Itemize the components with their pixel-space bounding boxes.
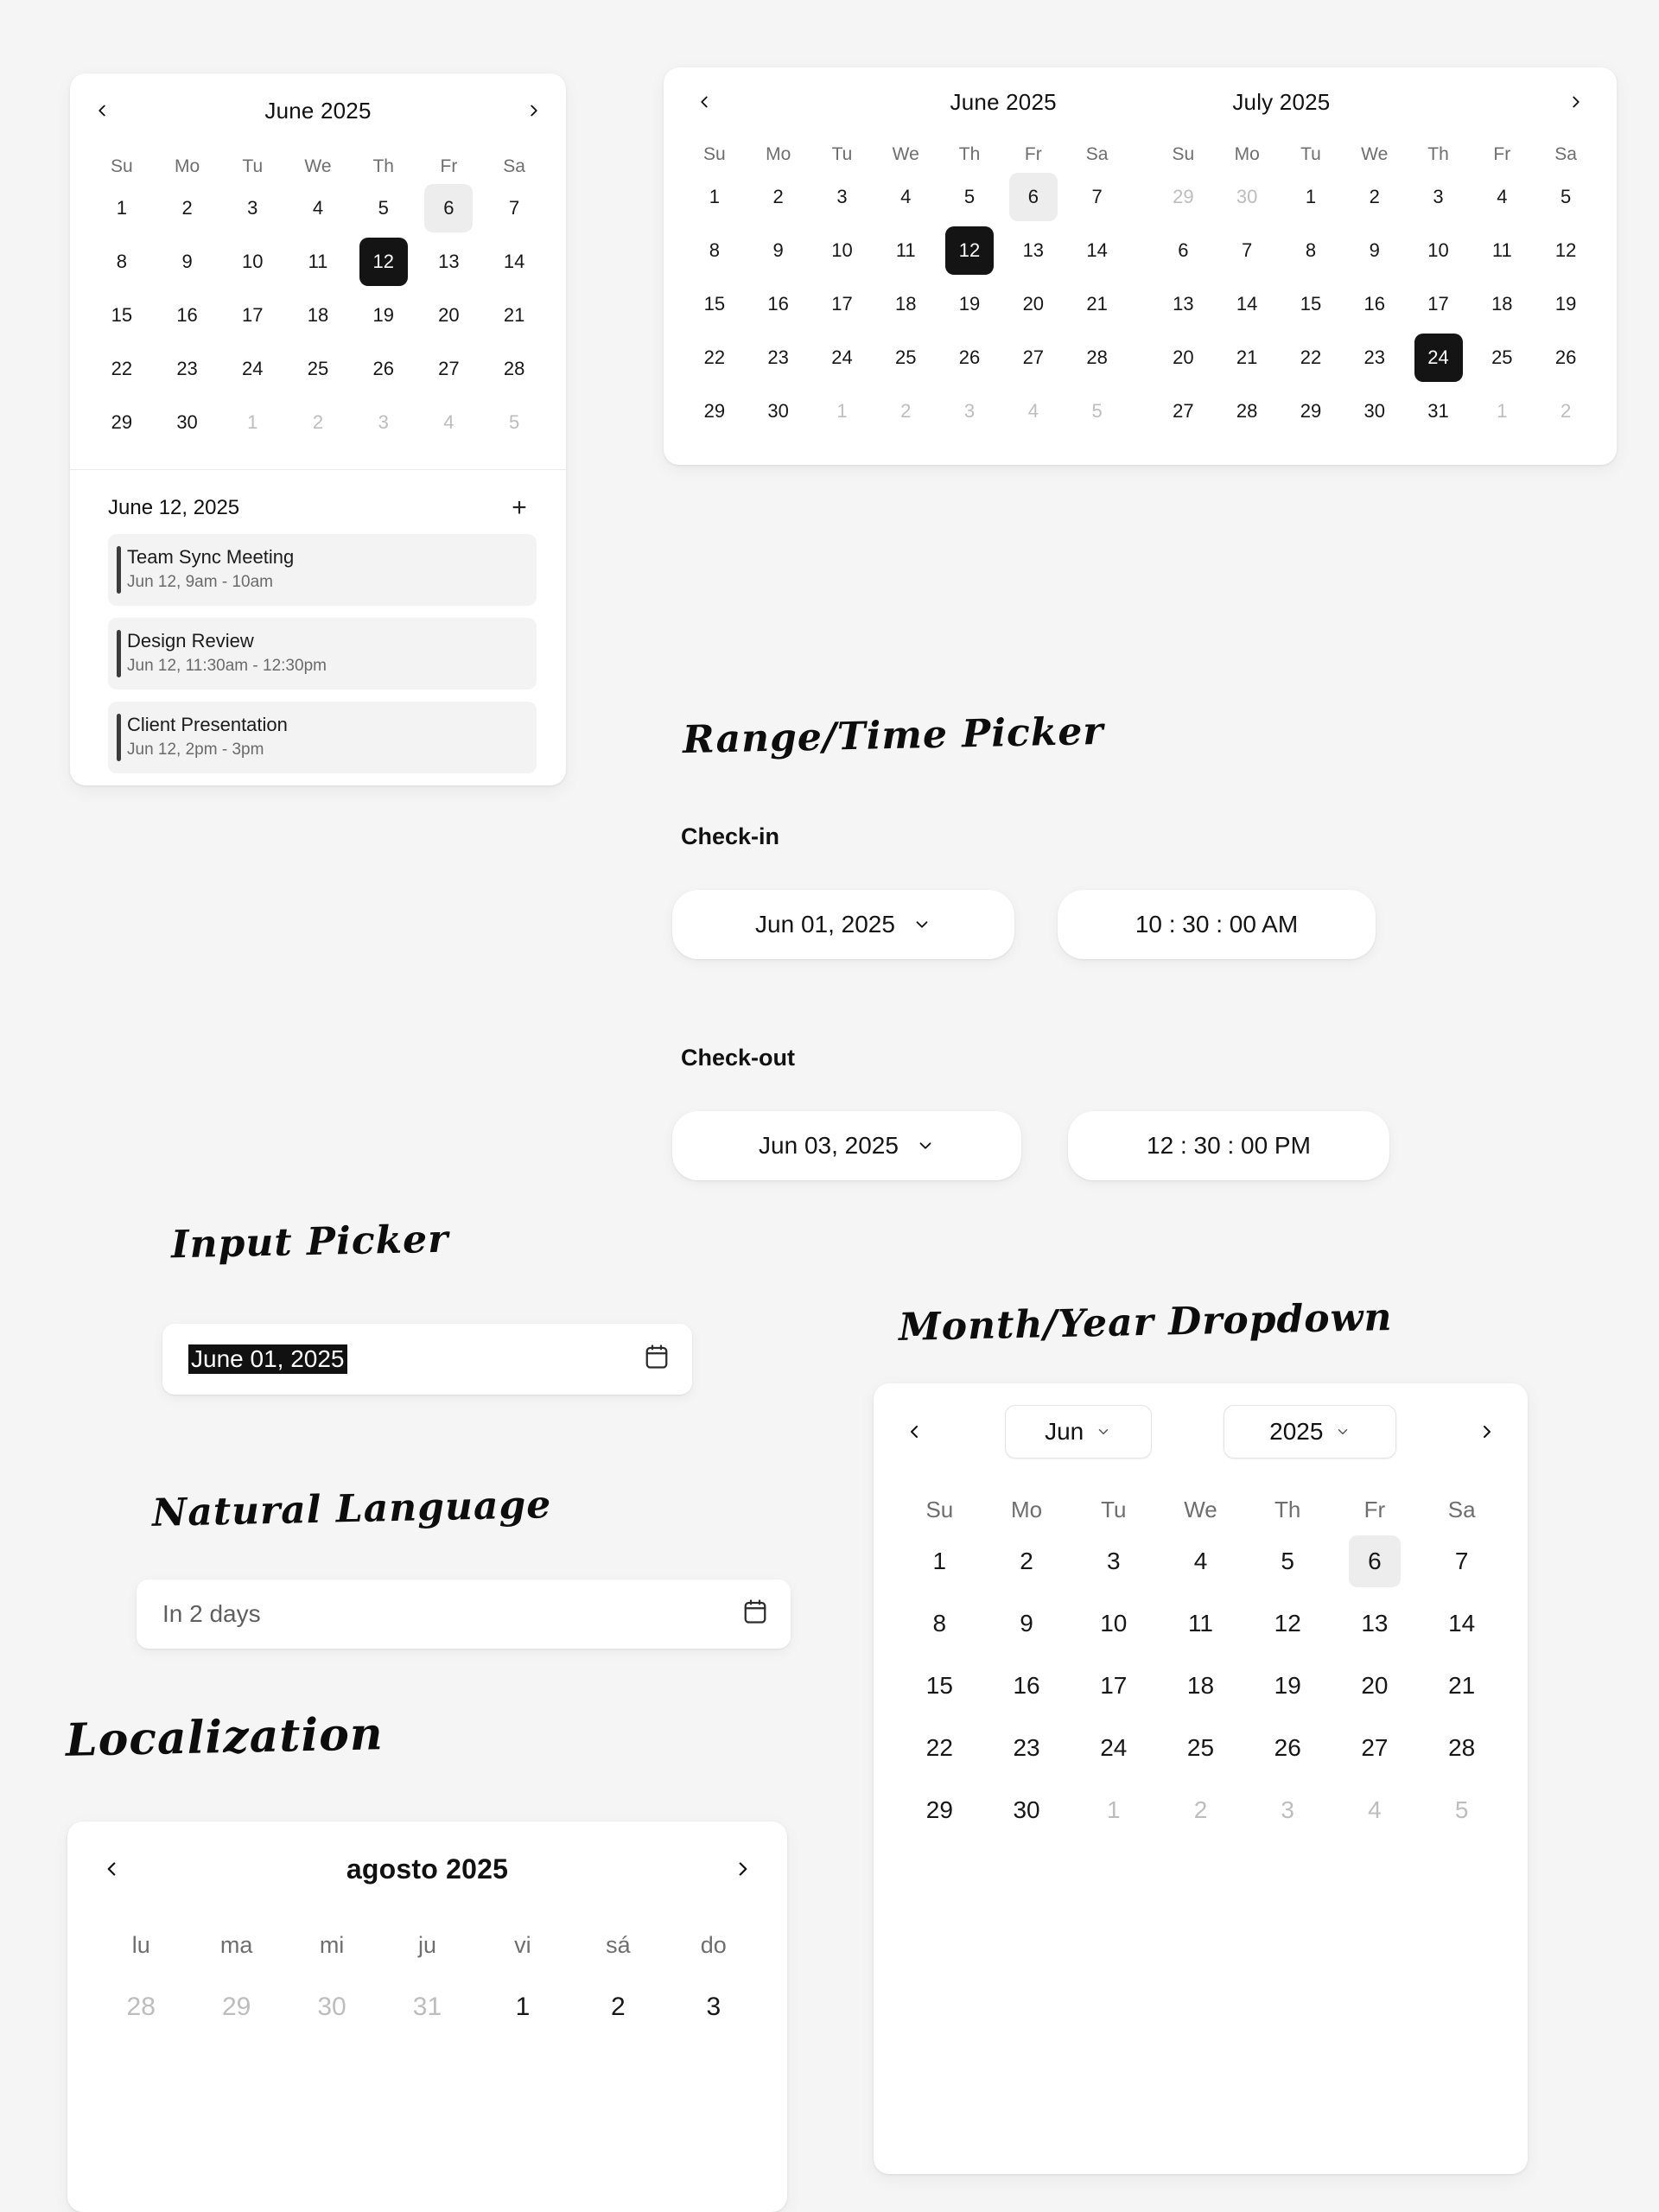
day-cell[interactable]: 19 [958, 293, 981, 315]
day-cell[interactable]: 24 [831, 346, 853, 368]
events-list [70, 534, 566, 773]
day-cell[interactable]: 7 [1454, 1548, 1469, 1574]
day-cell[interactable]: 27 [1173, 400, 1194, 422]
day-cell[interactable]: 22 [111, 358, 133, 379]
day-cell[interactable]: 4 [443, 411, 454, 433]
day-cell[interactable]: 28 [1086, 346, 1108, 368]
day-cell[interactable]: 23 [1363, 346, 1385, 368]
day-cell[interactable]: 3 [836, 186, 848, 207]
weekday-label: do [700, 1932, 727, 1958]
checkout-time-value: 12 : 30 : 00 PM [1147, 1132, 1311, 1159]
day-cell[interactable]: 2 [1369, 186, 1380, 207]
weekday-label: Mo [1011, 1497, 1043, 1522]
event-item[interactable] [108, 534, 537, 606]
day-cell[interactable]: 2 [900, 400, 912, 422]
day-cell[interactable]: 6 [424, 184, 473, 232]
day-cell[interactable]: 4 [1027, 400, 1039, 422]
day-cell[interactable]: 24 [1414, 334, 1463, 382]
day-cell[interactable]: 21 [1236, 346, 1258, 368]
day-cell[interactable]: 21 [1448, 1672, 1476, 1699]
day-cell[interactable]: 31 [1427, 400, 1449, 422]
section-heading-localization: Localization [65, 1707, 385, 1767]
single-date-picker-card [70, 73, 566, 785]
day-cell[interactable]: 2 [1193, 1796, 1208, 1823]
day-cell[interactable]: 16 [1363, 293, 1385, 315]
month-select[interactable] [1005, 1405, 1152, 1459]
day-cell[interactable]: 23 [1013, 1734, 1040, 1761]
day-cell[interactable]: 25 [307, 358, 329, 379]
day-cell[interactable]: 26 [958, 346, 981, 368]
day-cell[interactable]: 1 [1106, 1796, 1121, 1823]
day-cell[interactable]: 2 [312, 411, 324, 433]
day-grid[interactable] [874, 1535, 1528, 1836]
day-cell[interactable]: 23 [767, 346, 789, 368]
checkin-label: Check-in [681, 823, 780, 849]
day-cell[interactable]: 8 [1305, 239, 1317, 261]
day-cell[interactable]: 15 [111, 304, 133, 326]
weekday-label: Mo [174, 156, 200, 176]
weekday-label: Th [958, 144, 981, 164]
range-prev-month-button[interactable] [686, 84, 722, 120]
day-cell[interactable]: 3 [247, 197, 258, 219]
day-cell[interactable]: 2 [772, 186, 784, 207]
day-cell[interactable]: 4 [1497, 186, 1508, 207]
day-cell[interactable]: 8 [932, 1610, 947, 1637]
day-cell[interactable]: 3 [963, 400, 976, 422]
month-year-header [874, 1383, 1528, 1480]
day-cell[interactable]: 27 [1361, 1734, 1389, 1761]
weekday-label: Su [703, 144, 726, 164]
day-cell[interactable]: 5 [1091, 400, 1103, 422]
weekday-label: We [304, 156, 332, 176]
day-cell[interactable]: 5 [1281, 1548, 1294, 1574]
year-select[interactable] [1224, 1405, 1396, 1459]
day-cell[interactable]: 15 [703, 293, 726, 315]
date-input-value: June 01, 2025 [188, 1344, 347, 1374]
day-cell[interactable]: 13 [1173, 293, 1194, 315]
day-cell[interactable]: 13 [1361, 1610, 1389, 1637]
day-cell[interactable]: 12 [945, 226, 994, 275]
weekday-label: We [1361, 144, 1389, 164]
weekday-label: Sa [1085, 144, 1109, 164]
events-header [70, 470, 566, 534]
day-cell[interactable]: 14 [503, 251, 525, 272]
weekday-header-row [683, 137, 1129, 173]
day-cell[interactable]: 1 [709, 186, 721, 207]
weekday-label: sá [606, 1932, 631, 1958]
weekday-header-row [874, 1489, 1528, 1530]
checkout-label: Check-out [681, 1045, 796, 1071]
weekday-label: Tu [831, 144, 853, 164]
events-date-label: June 12, 2025 [108, 496, 240, 519]
day-cell[interactable]: 11 [1187, 1610, 1214, 1637]
natural-language-value: In 2 days [162, 1600, 261, 1627]
checkout-time-field[interactable] [1068, 1111, 1389, 1180]
single-calendar-title: June 2025 [264, 97, 372, 124]
day-cell[interactable]: 18 [894, 293, 917, 315]
day-cell[interactable]: 16 [767, 293, 789, 315]
day-cell[interactable]: 25 [1491, 346, 1513, 368]
weekday-label: Su [111, 156, 133, 176]
month-select-value: Jun [1045, 1418, 1084, 1445]
day-cell[interactable]: 8 [116, 251, 127, 272]
day-cell[interactable]: 17 [242, 304, 264, 326]
day-cell[interactable]: 11 [895, 239, 916, 261]
weekday-label: lu [131, 1932, 150, 1958]
section-heading-month-year: Month/Year Dropdown [898, 1295, 1393, 1350]
event-title: Team Sync Meeting [127, 546, 295, 568]
day-cell[interactable]: 13 [1022, 239, 1045, 261]
day-cell[interactable]: 26 [1274, 1734, 1301, 1761]
day-cell[interactable]: 15 [925, 1672, 953, 1699]
day-cell[interactable]: 5 [509, 411, 520, 433]
day-cell[interactable]: 19 [372, 304, 394, 326]
day-cell[interactable]: 14 [1236, 293, 1258, 315]
day-cell[interactable]: 30 [176, 411, 198, 433]
day-cell[interactable]: 25 [1186, 1734, 1215, 1761]
localized-calendar-header [67, 1821, 787, 1916]
day-cell[interactable]: 30 [317, 1993, 346, 2021]
day-cell[interactable]: 21 [503, 304, 525, 326]
section-heading-natural-language: Natural Language [151, 1483, 552, 1535]
range-next-month-button[interactable] [1558, 84, 1594, 120]
weekday-label: Su [925, 1497, 954, 1522]
weekday-label: We [892, 144, 919, 164]
day-cell[interactable]: 28 [126, 1993, 156, 2021]
day-cell[interactable]: 22 [703, 346, 726, 368]
day-cell[interactable]: 3 [1433, 186, 1444, 207]
day-cell[interactable]: 1 [515, 1993, 531, 2021]
day-cell[interactable]: 26 [1554, 346, 1577, 368]
day-cell[interactable]: 20 [1173, 346, 1194, 368]
localized-calendar-title: agosto 2025 [346, 1853, 509, 1885]
weekday-label: Fr [440, 156, 458, 176]
day-cell[interactable]: 27 [438, 358, 460, 379]
day-cell[interactable]: 5 [378, 197, 389, 219]
day-cell[interactable]: 23 [176, 358, 198, 379]
event-title: Client Presentation [127, 714, 288, 735]
chevron-down-icon [916, 1136, 935, 1155]
day-cell[interactable]: 9 [1020, 1610, 1033, 1637]
natural-language-input[interactable] [137, 1580, 791, 1649]
loc-prev-month-button[interactable] [93, 1851, 130, 1887]
day-cell[interactable]: 14 [1448, 1610, 1476, 1637]
day-cell[interactable]: 24 [1100, 1734, 1128, 1761]
day-cell[interactable]: 1 [836, 400, 848, 422]
day-cell[interactable]: 16 [1013, 1672, 1040, 1699]
range-calendar-header [664, 67, 1617, 137]
day-cell[interactable]: 4 [900, 186, 912, 207]
weekday-label: vi [514, 1932, 531, 1958]
day-cell[interactable]: 2 [1560, 400, 1572, 422]
day-cell[interactable]: 30 [767, 400, 789, 422]
weekday-label: Fr [1493, 144, 1511, 164]
day-cell[interactable]: 22 [1300, 346, 1322, 368]
day-cell[interactable]: 19 [1554, 293, 1577, 315]
year-select-value: 2025 [1269, 1418, 1324, 1445]
calendar-icon[interactable] [742, 1599, 768, 1630]
day-cell[interactable]: 17 [831, 293, 853, 315]
event-item[interactable] [108, 702, 537, 773]
day-cell[interactable]: 12 [1554, 239, 1577, 261]
weekday-header-row [67, 1932, 787, 1959]
day-cell[interactable]: 18 [1186, 1672, 1215, 1699]
day-grid[interactable] [67, 1981, 787, 2033]
loc-next-month-button[interactable] [725, 1851, 761, 1887]
day-cell[interactable]: 22 [925, 1734, 953, 1761]
day-cell[interactable]: 7 [509, 197, 520, 219]
day-cell[interactable]: 12 [359, 238, 408, 286]
day-cell[interactable]: 5 [1454, 1796, 1469, 1823]
day-cell[interactable]: 12 [1274, 1610, 1301, 1637]
localized-calendar-card [67, 1821, 787, 2212]
day-cell[interactable]: 15 [1300, 293, 1322, 315]
day-cell[interactable]: 9 [1369, 239, 1380, 261]
weekday-label: Sa [1447, 1497, 1476, 1522]
day-cell[interactable]: 9 [181, 251, 193, 272]
day-cell[interactable]: 11 [1491, 239, 1512, 261]
day-cell[interactable]: 2 [181, 197, 193, 219]
event-item[interactable] [108, 618, 537, 690]
weekday-label: Mo [766, 144, 791, 164]
day-grid[interactable] [70, 184, 566, 447]
month-year-dropdown-card [874, 1383, 1528, 2174]
day-cell[interactable]: 13 [438, 251, 460, 272]
checkin-date-select[interactable] [672, 890, 1014, 959]
day-cell[interactable]: 10 [242, 251, 264, 272]
day-cell[interactable]: 17 [1100, 1672, 1128, 1699]
day-cell[interactable]: 4 [312, 197, 324, 219]
day-grid[interactable] [683, 173, 1129, 435]
day-cell[interactable]: 17 [1427, 293, 1449, 315]
checkin-time-value: 10 : 30 : 00 AM [1135, 911, 1299, 938]
day-cell[interactable]: 21 [1086, 293, 1108, 315]
day-cell[interactable]: 7 [1091, 186, 1103, 207]
section-heading-input-picker: Input Picker [170, 1217, 449, 1268]
day-cell[interactable]: 14 [1086, 239, 1108, 261]
checkout-date-select[interactable] [672, 1111, 1021, 1180]
day-cell[interactable]: 1 [116, 197, 127, 219]
weekday-label: Su [1172, 144, 1195, 164]
day-cell[interactable]: 29 [111, 411, 133, 433]
day-cell[interactable]: 4 [1368, 1796, 1382, 1823]
day-cell[interactable]: 10 [1427, 239, 1449, 261]
day-cell[interactable]: 28 [1448, 1734, 1476, 1761]
day-cell[interactable]: 3 [1106, 1548, 1121, 1574]
date-input-field[interactable] [162, 1324, 692, 1395]
weekday-label: Th [1427, 144, 1449, 164]
day-cell[interactable]: 1 [1305, 186, 1317, 207]
range-left-month [683, 137, 1129, 435]
event-time: Jun 12, 2pm - 3pm [127, 741, 264, 759]
day-cell[interactable]: 11 [308, 251, 328, 272]
my-next-month-button[interactable] [1469, 1414, 1505, 1450]
weekday-label: Th [1274, 1497, 1301, 1522]
day-cell[interactable]: 3 [1281, 1796, 1294, 1823]
weekday-label: ma [219, 1932, 253, 1958]
day-cell[interactable]: 28 [1236, 400, 1258, 422]
day-cell[interactable]: 30 [1236, 186, 1258, 207]
weekday-label: Tu [242, 156, 264, 176]
range-date-picker-card [664, 67, 1617, 465]
day-cell[interactable]: 3 [378, 411, 389, 433]
day-grid[interactable] [1152, 173, 1599, 435]
day-cell[interactable]: 1 [932, 1548, 947, 1574]
calendar-icon[interactable] [644, 1344, 670, 1376]
day-cell[interactable]: 9 [772, 239, 784, 261]
day-cell[interactable]: 28 [503, 358, 525, 379]
weekday-label: Th [372, 156, 394, 176]
day-cell[interactable]: 20 [438, 304, 460, 326]
day-cell[interactable]: 24 [242, 358, 264, 379]
day-cell[interactable]: 18 [1491, 293, 1513, 315]
chevron-down-icon [1335, 1418, 1351, 1446]
chevron-down-icon [1096, 1418, 1111, 1446]
day-cell[interactable]: 18 [307, 304, 329, 326]
day-cell[interactable]: 29 [1300, 400, 1322, 422]
checkin-time-field[interactable] [1058, 890, 1376, 959]
day-cell[interactable]: 20 [1022, 293, 1045, 315]
day-cell[interactable]: 2 [611, 1993, 626, 2021]
day-cell[interactable]: 20 [1361, 1672, 1389, 1699]
single-calendar-header [70, 73, 566, 148]
weekday-label: ju [417, 1932, 436, 1958]
day-cell[interactable]: 27 [1022, 346, 1045, 368]
prev-month-button[interactable] [84, 92, 120, 129]
event-title: Design Review [127, 630, 254, 652]
weekday-label: We [1184, 1497, 1217, 1522]
range-right-month-title: July 2025 [1232, 88, 1331, 115]
section-heading-range-time: Range/Time Picker [682, 709, 1104, 763]
weekday-label: Fr [1363, 1497, 1386, 1522]
day-cell[interactable]: 7 [1242, 239, 1253, 261]
day-cell[interactable]: 19 [1274, 1672, 1301, 1699]
day-cell[interactable]: 8 [709, 239, 721, 261]
day-cell[interactable]: 6 [1009, 173, 1058, 221]
day-cell[interactable]: 31 [412, 1993, 442, 2021]
add-event-button[interactable]: + [502, 491, 537, 525]
day-cell[interactable]: 29 [1173, 186, 1194, 207]
weekday-label: Sa [503, 156, 525, 176]
day-cell[interactable]: 29 [925, 1796, 953, 1823]
weekday-header-row [1152, 137, 1599, 173]
weekday-label: mi [319, 1932, 345, 1958]
day-cell[interactable]: 16 [176, 304, 198, 326]
day-cell[interactable]: 29 [703, 400, 726, 422]
weekday-label: Fr [1024, 144, 1042, 164]
weekday-label: Mo [1234, 144, 1260, 164]
day-cell[interactable]: 4 [1193, 1548, 1208, 1574]
event-time: Jun 12, 11:30am - 12:30pm [127, 657, 327, 675]
day-cell[interactable]: 5 [1560, 186, 1572, 207]
day-cell[interactable]: 26 [372, 358, 394, 379]
day-cell[interactable]: 1 [1497, 400, 1508, 422]
day-cell[interactable]: 6 [1178, 239, 1189, 261]
chevron-down-icon [912, 915, 931, 934]
day-cell[interactable]: 5 [963, 186, 976, 207]
day-cell[interactable]: 30 [1363, 400, 1385, 422]
my-prev-month-button[interactable] [896, 1414, 932, 1450]
range-right-month [1152, 137, 1599, 435]
weekday-header-row [70, 149, 566, 184]
weekday-label: Tu [1300, 144, 1321, 164]
day-cell[interactable]: 10 [1100, 1610, 1128, 1637]
checkout-date-value: Jun 03, 2025 [759, 1132, 899, 1159]
day-cell[interactable]: 1 [247, 411, 258, 433]
event-time: Jun 12, 9am - 10am [127, 573, 273, 591]
day-cell[interactable]: 6 [1349, 1535, 1401, 1587]
day-cell[interactable]: 25 [894, 346, 917, 368]
day-cell[interactable]: 3 [706, 1993, 721, 2021]
day-cell[interactable]: 10 [831, 239, 853, 261]
range-left-month-title: June 2025 [950, 88, 1057, 115]
weekday-label: Tu [1101, 1497, 1127, 1522]
weekday-label: Sa [1554, 144, 1577, 164]
day-cell[interactable]: 30 [1013, 1796, 1040, 1823]
day-cell[interactable]: 2 [1020, 1548, 1033, 1574]
day-cell[interactable]: 29 [221, 1993, 251, 2021]
checkin-date-value: Jun 01, 2025 [755, 911, 895, 938]
next-month-button[interactable] [516, 92, 552, 129]
